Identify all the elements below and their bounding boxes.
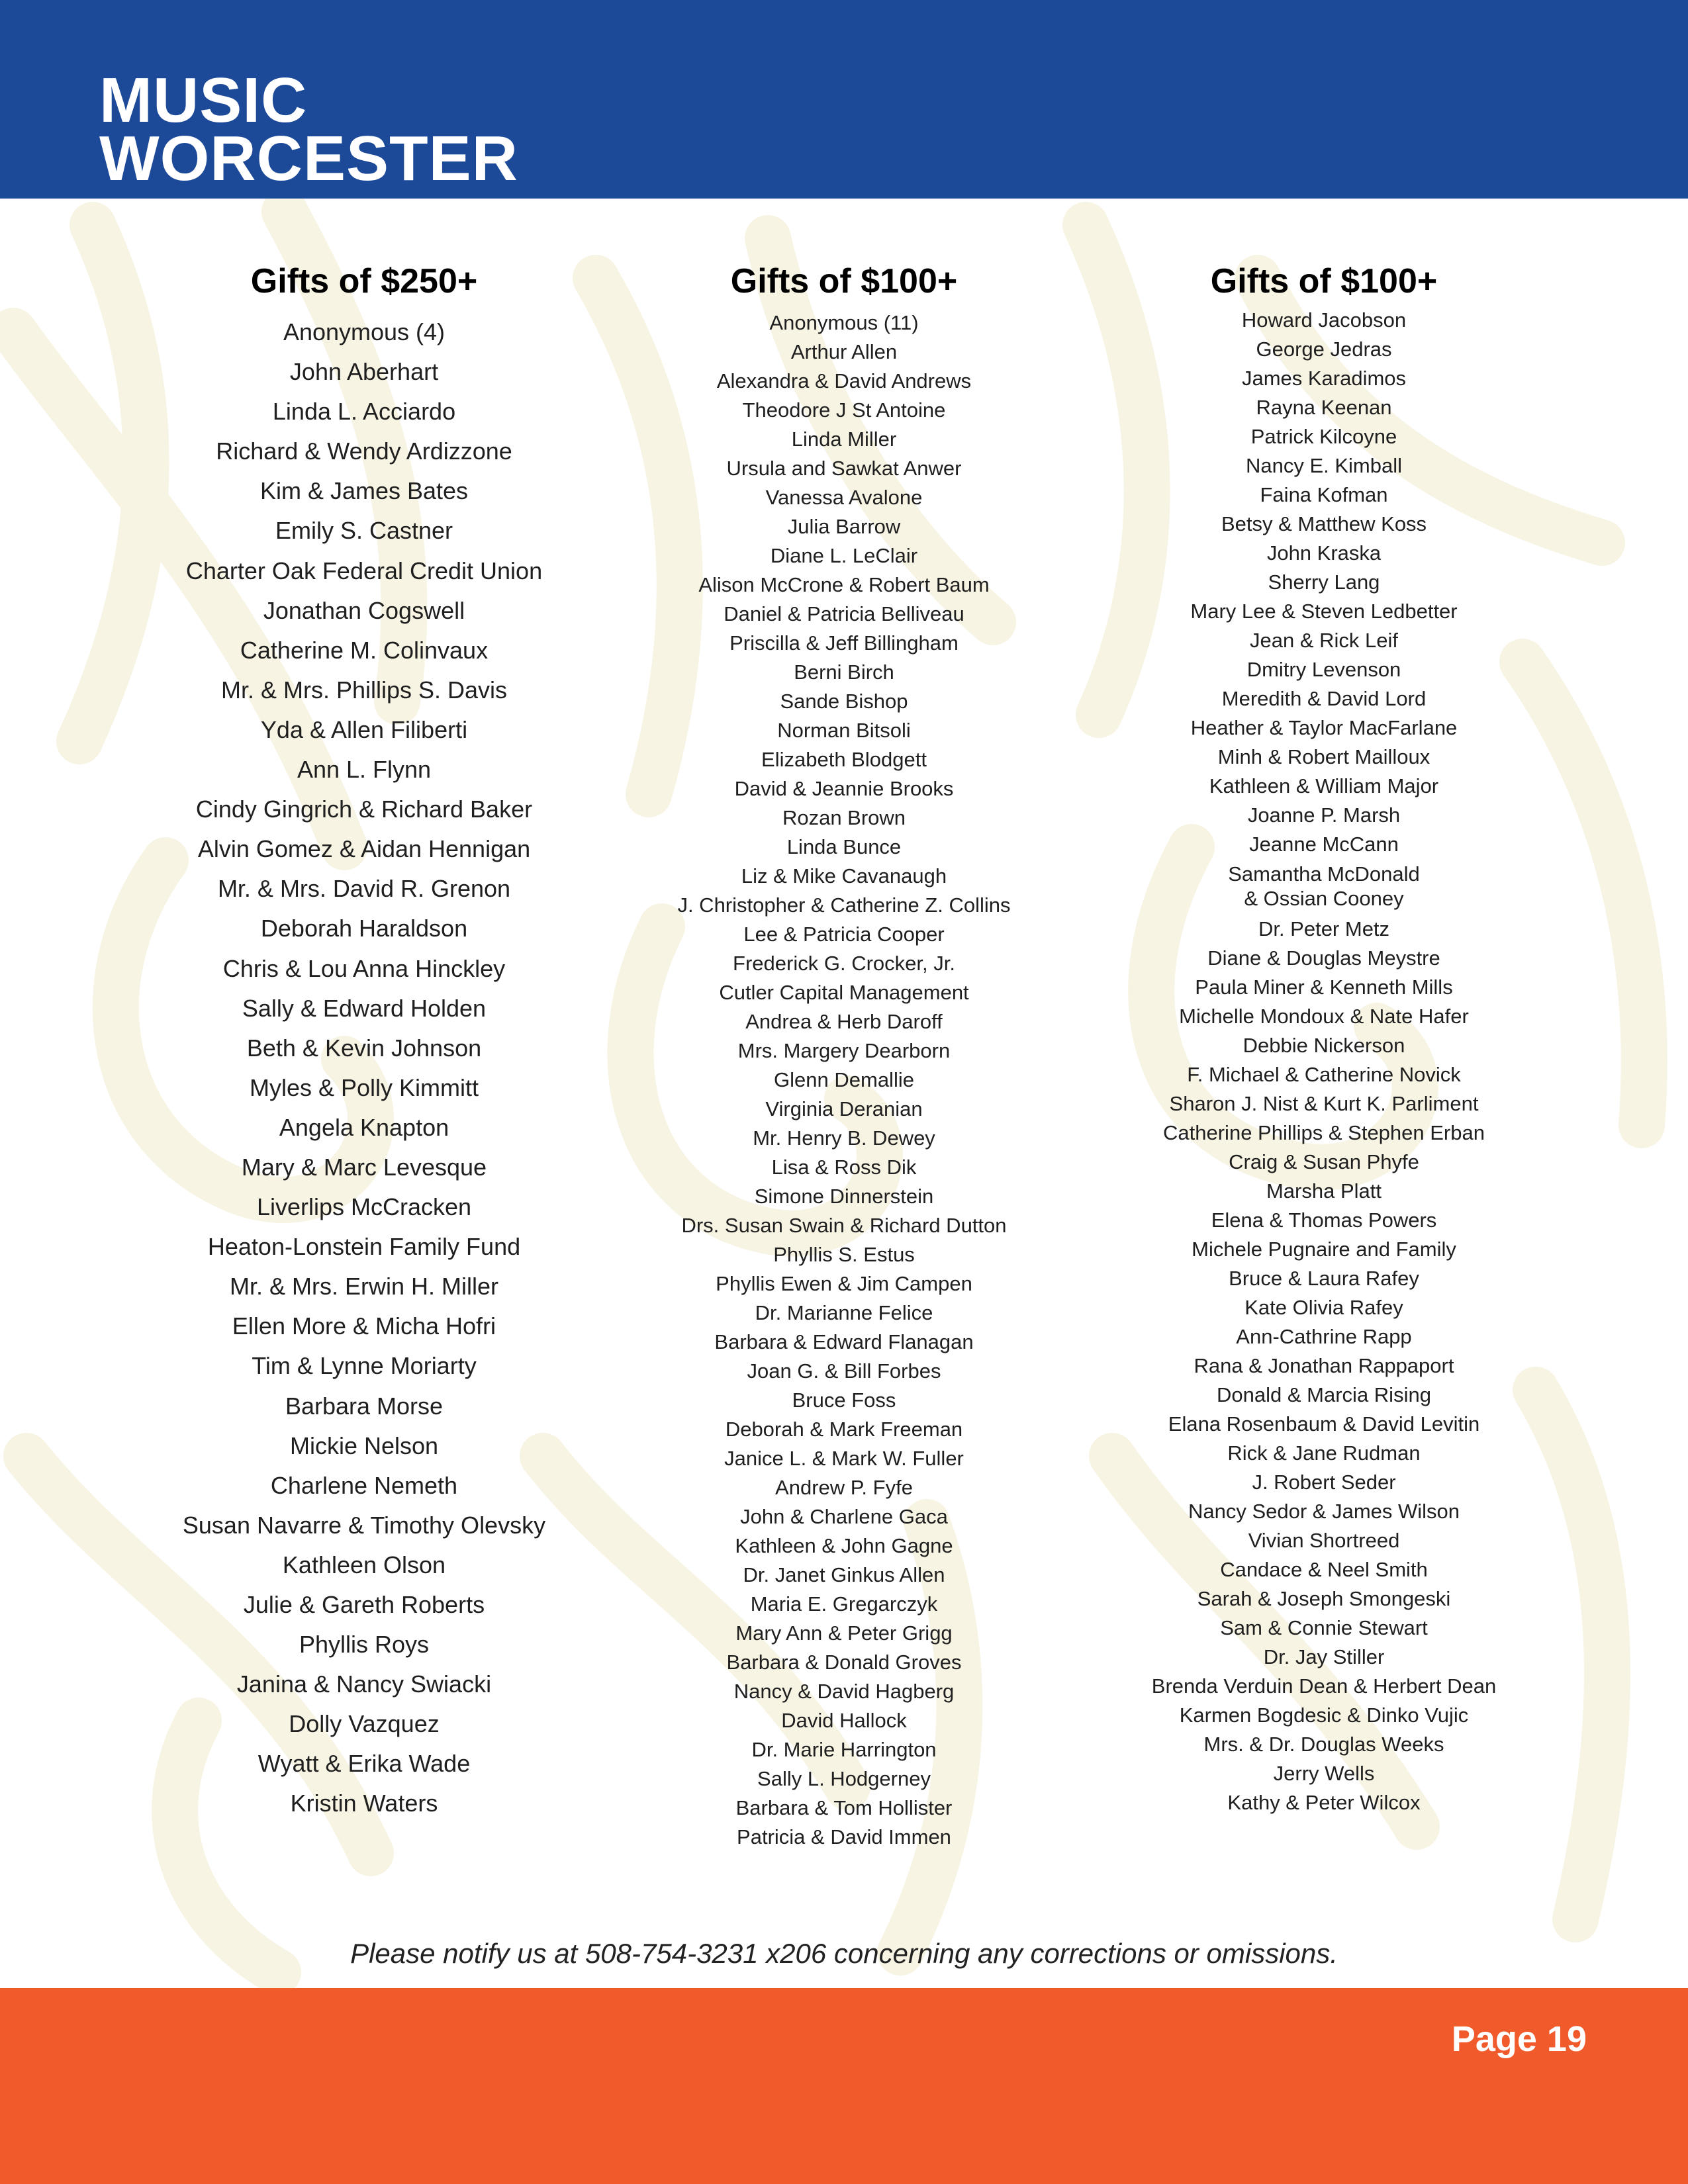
donor-name: Heaton-Lonstein Family Fund <box>207 1233 521 1261</box>
donor-name: Janice L. & Mark W. Fuller <box>724 1447 964 1470</box>
music-worcester-logo <box>99 65 518 194</box>
donor-name: Glenn Demallie <box>774 1068 914 1091</box>
donor-name: Phyllis S. Estus <box>773 1243 915 1266</box>
donor-name: Dolly Vazquez <box>289 1710 440 1738</box>
donor-name: Marsha Platt <box>1266 1179 1382 1203</box>
donor-name: Berni Birch <box>794 660 894 684</box>
donor-name: Nancy E. Kimball <box>1245 454 1403 477</box>
donor-name: Mrs. Margery Dearborn <box>737 1039 951 1062</box>
donor-name: Kate Olivia Rafey <box>1244 1296 1403 1319</box>
donor-name: Chris & Lou Anna Hinckley <box>222 954 506 982</box>
donor-name: Ursula and Sawkat Anwer <box>726 457 962 480</box>
column-heading: Gifts of $250+ <box>250 262 478 300</box>
donor-name: Elizabeth Blodgett <box>761 748 927 771</box>
donor-name: Richard & Wendy Ardizzone <box>216 437 512 465</box>
donor-name: Mickie Nelson <box>289 1432 439 1459</box>
donor-name: Joan G. & Bill Forbes <box>747 1359 941 1383</box>
donor-name: Rana & Jonathan Rappaport <box>1194 1354 1454 1377</box>
donor-name: Rayna Keenan <box>1256 396 1392 419</box>
donor-name: Deborah & Mark Freeman <box>725 1418 963 1441</box>
donor-name: George Jedras <box>1256 338 1392 361</box>
donor-name: John & Charlene Gaca <box>740 1505 948 1528</box>
donor-name: Mrs. & Dr. Douglas Weeks <box>1203 1733 1444 1756</box>
donor-name: Barbara Morse <box>285 1392 444 1420</box>
donor-name: Mary & Marc Levesque <box>241 1153 487 1181</box>
column-heading: Gifts of $100+ <box>730 262 958 300</box>
donor-name: Phyllis Roys <box>299 1631 430 1659</box>
donor-name: Mr. & Mrs. Erwin H. Miller <box>229 1273 498 1300</box>
donor-name: Patricia & David Immen <box>737 1825 951 1848</box>
donor-list <box>132 312 596 1824</box>
donor-name: Mary Lee & Steven Ledbetter <box>1190 600 1458 623</box>
donor-name <box>1092 859 1556 915</box>
donor-name: James Karadimos <box>1241 367 1407 390</box>
donor-name: Anonymous (4) <box>283 318 445 345</box>
donor-name: Jonathan Cogswell <box>263 596 465 624</box>
donor-name: Bruce Foss <box>792 1388 896 1412</box>
donor-name: Donald & Marcia Rising <box>1217 1383 1431 1406</box>
donor-name: Janina & Nancy Swiacki <box>236 1670 492 1698</box>
donor-list <box>1092 306 1556 1817</box>
donor-name: Wyatt & Erika Wade <box>258 1750 471 1778</box>
donor-name: Frederick G. Crocker, Jr. <box>733 952 955 975</box>
donor-name: Deborah Haraldson <box>260 915 468 942</box>
header-banner <box>0 0 1688 199</box>
donor-name: Nancy Sedor & James Wilson <box>1188 1500 1460 1523</box>
donor-name: Dr. Jay Stiller <box>1263 1645 1385 1668</box>
donor-column-250 <box>132 258 596 1824</box>
donor-name: Sande Bishop <box>780 690 908 713</box>
column-heading: Gifts of $100+ <box>1210 262 1438 300</box>
donor-name: Ann-Cathrine Rapp <box>1236 1325 1412 1348</box>
donor-name: Anonymous (11) <box>769 311 919 334</box>
donor-name: Heather & Taylor MacFarlane <box>1190 716 1458 739</box>
donor-name: Diane & Douglas Meystre <box>1207 946 1440 970</box>
donor-name: Kathleen Olson <box>282 1551 446 1578</box>
donor-name: Debbie Nickerson <box>1243 1034 1405 1057</box>
donor-column-100-a <box>612 258 1076 1852</box>
donor-name: Mr. Henry B. Dewey <box>753 1126 935 1150</box>
donor-name: Cindy Gingrich & Richard Baker <box>195 796 533 823</box>
donor-name: Elana Rosenbaum & David Levitin <box>1168 1412 1480 1435</box>
donor-name: Mr. & Mrs. Phillips S. Davis <box>220 676 508 704</box>
donor-name: Jeanne McCann <box>1249 833 1399 856</box>
donor-name: Jean & Rick Leif <box>1250 629 1398 652</box>
donor-name: Norman Bitsoli <box>777 719 911 742</box>
donor-name: Michelle Mondoux & Nate Hafer <box>1179 1005 1469 1028</box>
donor-name: Brenda Verduin Dean & Herbert Dean <box>1151 1674 1497 1698</box>
donor-name: Ann L. Flynn <box>297 756 432 784</box>
donor-name: Michele Pugnaire and Family <box>1192 1238 1456 1261</box>
logo-line-worcester: WORCESTER <box>99 123 518 194</box>
donor-name: Kim & James Bates <box>259 477 469 505</box>
footer-band <box>0 1988 1688 2184</box>
donor-name: Linda Bunce <box>786 835 902 858</box>
donor-name: Julie & Gareth Roberts <box>243 1591 485 1618</box>
donor-name: Craig & Susan Phyfe <box>1229 1150 1419 1173</box>
donor-name: Susan Navarre & Timothy Olevsky <box>182 1511 546 1539</box>
donor-name: Virginia Deranian <box>765 1097 923 1120</box>
donor-name: David Hallock <box>781 1709 907 1732</box>
corrections-notice: Please notify us at 508-754-3231 x206 concerning any corrections or omissions. <box>350 1938 1338 1969</box>
donor-name: John Aberhart <box>289 358 439 386</box>
donor-name: Alexandra & David Andrews <box>716 369 972 392</box>
donor-name: Sam & Connie Stewart <box>1220 1616 1428 1639</box>
donor-name: J. Robert Seder <box>1252 1471 1396 1494</box>
donor-name: Charlene Nemeth <box>270 1471 458 1499</box>
donor-name: Kathleen & William Major <box>1209 774 1439 797</box>
donor-name: Kristin Waters <box>290 1790 438 1817</box>
donor-name: David & Jeannie Brooks <box>734 777 954 800</box>
donor-name: Lisa & Ross Dik <box>771 1156 917 1179</box>
donor-name: Howard Jacobson <box>1241 308 1407 332</box>
donor-name: Phyllis Ewen & Jim Campen <box>716 1272 972 1295</box>
donor-name: Rozan Brown <box>782 806 906 829</box>
donor-name: Alison McCrone & Robert Baum <box>698 573 990 596</box>
logo-line-music: MUSIC <box>99 65 308 136</box>
donor-name: Barbara & Donald Groves <box>726 1651 962 1674</box>
donor-column-100-b <box>1092 258 1556 1817</box>
donor-name: Dr. Marie Harrington <box>751 1738 937 1761</box>
donor-name: Theodore J St Antoine <box>742 398 946 422</box>
donor-name: Lee & Patricia Cooper <box>743 923 945 946</box>
donor-name: Catherine Phillips & Stephen Erban <box>1163 1121 1485 1144</box>
donor-name: Angela Knapton <box>279 1113 449 1141</box>
donor-name: Kathy & Peter Wilcox <box>1227 1791 1421 1814</box>
donor-name: Minh & Robert Mailloux <box>1217 745 1430 768</box>
page-number: Page 19 <box>1451 2019 1587 2059</box>
donor-name: Ellen More & Micha Hofri <box>232 1312 496 1340</box>
donor-name: Barbara & Edward Flanagan <box>714 1330 974 1353</box>
donor-name: Julia Barrow <box>787 515 901 538</box>
donor-name: Sally & Edward Holden <box>242 994 487 1022</box>
donor-name: Myles & Polly Kimmitt <box>249 1073 479 1101</box>
donor-name-line: Samantha McDonald <box>1228 862 1420 886</box>
donor-name: Kathleen & John Gagne <box>735 1534 953 1557</box>
donor-name: Maria E. Gregarczyk <box>750 1592 938 1615</box>
donor-name: Priscilla & Jeff Billingham <box>729 631 959 655</box>
donor-name: Sarah & Joseph Smongeski <box>1197 1587 1451 1610</box>
donor-name: Dr. Peter Metz <box>1258 917 1390 940</box>
donor-name: Paula Miner & Kenneth Mills <box>1195 976 1453 999</box>
donor-list <box>612 308 1076 1852</box>
donor-name: Faina Kofman <box>1260 483 1388 506</box>
donor-name: Simone Dinnerstein <box>754 1185 934 1208</box>
donor-name: Diane L. LeClair <box>770 544 918 567</box>
donor-name: John Kraska <box>1266 541 1382 565</box>
donor-name: Jerry Wells <box>1273 1762 1375 1785</box>
donor-name: Vanessa Avalone <box>765 486 923 509</box>
donor-name: Andrew P. Fyfe <box>775 1476 913 1499</box>
donor-name: Drs. Susan Swain & Richard Dutton <box>681 1214 1007 1237</box>
donor-name: Charter Oak Federal Credit Union <box>185 557 543 584</box>
donor-name: Liverlips McCracken <box>256 1193 472 1221</box>
donor-name: Andrea & Herb Daroff <box>745 1010 943 1033</box>
donor-name: Dr. Janet Ginkus Allen <box>743 1563 945 1586</box>
donor-name: Alvin Gomez & Aidan Hennigan <box>197 835 531 863</box>
donor-name-line: & Ossian Cooney <box>1244 887 1404 910</box>
donor-name: Cutler Capital Management <box>719 981 969 1004</box>
donor-name: Tim & Lynne Moriarty <box>252 1352 477 1380</box>
donor-name: Nancy & David Hagberg <box>733 1680 955 1703</box>
donor-name: Arthur Allen <box>790 340 898 363</box>
donor-name: Barbara & Tom Hollister <box>735 1796 953 1819</box>
donor-name: Meredith & David Lord <box>1221 687 1427 710</box>
donor-name: Mary Ann & Peter Grigg <box>735 1621 953 1645</box>
donor-name: Sharon J. Nist & Kurt K. Parliment <box>1169 1092 1479 1115</box>
donor-name: Joanne P. Marsh <box>1247 803 1401 827</box>
donor-name: Sherry Lang <box>1268 570 1380 594</box>
donor-name: Mr. & Mrs. David R. Grenon <box>217 875 511 903</box>
donor-name: Emily S. Castner <box>275 517 453 545</box>
donor-name: Yda & Allen Filiberti <box>260 715 468 743</box>
donor-name: Sally L. Hodgerney <box>757 1767 931 1790</box>
donor-name: Bruce & Laura Rafey <box>1229 1267 1419 1290</box>
donor-name: Rick & Jane Rudman <box>1227 1441 1421 1465</box>
donor-name: Betsy & Matthew Koss <box>1221 512 1427 535</box>
donor-name: F. Michael & Catherine Novick <box>1187 1063 1461 1086</box>
donor-name: Linda Miller <box>791 428 897 451</box>
donor-name: Beth & Kevin Johnson <box>246 1034 482 1062</box>
donor-name: Daniel & Patricia Belliveau <box>724 602 964 625</box>
donor-name: Karmen Bogdesic & Dinko Vujic <box>1179 1704 1469 1727</box>
donor-name: Patrick Kilcoyne <box>1250 425 1397 448</box>
donor-name: Dr. Marianne Felice <box>755 1301 933 1324</box>
donor-name: Elena & Thomas Powers <box>1211 1208 1437 1232</box>
donor-name: J. Christopher & Catherine Z. Collins <box>677 893 1011 917</box>
donor-name: Linda L. Acciardo <box>272 398 456 426</box>
donor-name: Catherine M. Colinvaux <box>240 636 489 664</box>
donor-name: Dmitry Levenson <box>1246 658 1401 681</box>
donor-name: Candace & Neel Smith <box>1220 1558 1428 1581</box>
donor-name: Liz & Mike Cavanaugh <box>741 864 947 887</box>
donor-name: Vivian Shortreed <box>1248 1529 1400 1552</box>
